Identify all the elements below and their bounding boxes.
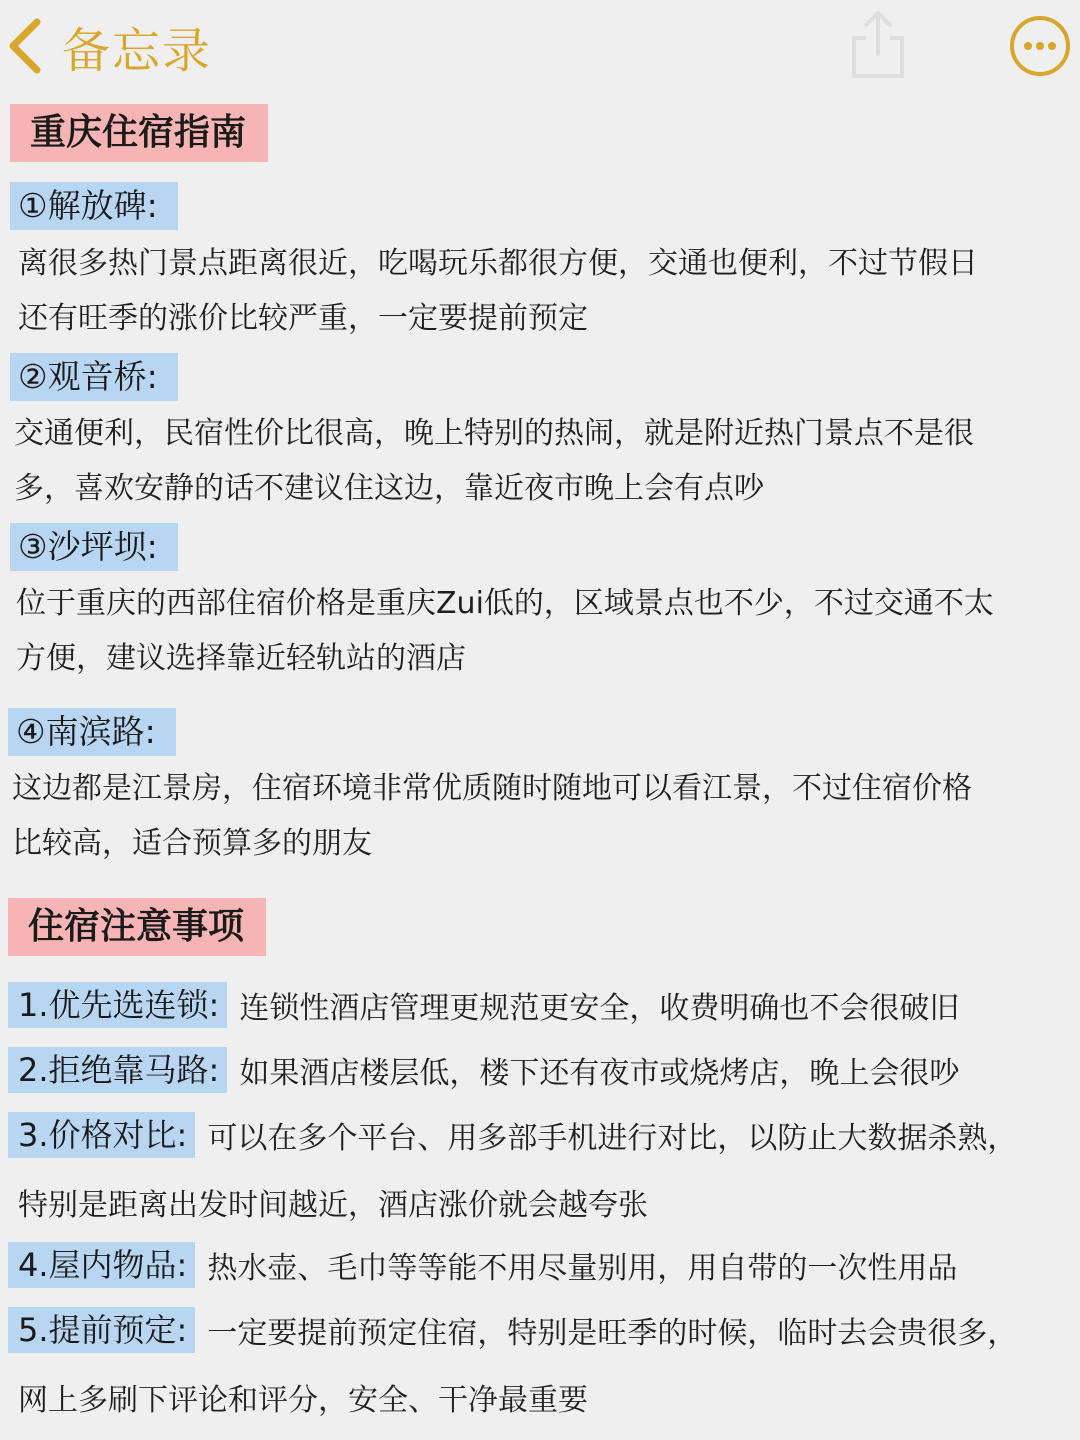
tip-item xyxy=(8,1307,1017,1353)
section-title-notes: 住宿注意事项 xyxy=(8,898,266,956)
tip-text: 热水壶、毛巾等等能不用尽量别用，用自带的一次性用品 xyxy=(207,1251,958,1286)
back-label: 备忘录 xyxy=(62,22,213,79)
tip-label: 4.屋内物品: xyxy=(8,1242,195,1288)
tip-text-continued: 网上多刷下评论和评分，安全、干净最重要 xyxy=(18,1383,588,1418)
tip-text: 可以在多个平台、用多部手机进行对比，以防止大数据杀熟， xyxy=(207,1121,1018,1156)
area-desc-line: 多，喜欢安静的话不建议住这边，靠近夜市晚上会有点吵 xyxy=(14,471,764,506)
tip-text: 连锁性酒店管理更规范更安全，收费明确也不会很破旧 xyxy=(239,991,960,1026)
top-bar xyxy=(0,0,1080,92)
share-button[interactable] xyxy=(846,8,910,82)
share-icon xyxy=(846,67,910,86)
area-desc-line: 还有旺季的涨价比较严重，一定要提前预定 xyxy=(18,301,588,336)
tip-item xyxy=(8,1112,1017,1158)
more-button[interactable] xyxy=(1008,14,1072,78)
tip-text: 如果酒店楼层低，楼下还有夜市或烧烤店，晚上会很吵 xyxy=(239,1056,960,1091)
tip-text: 一定要提前预定住宿，特别是旺季的时候，临时去会贵很多， xyxy=(207,1316,1018,1351)
tip-item xyxy=(8,1047,959,1093)
tip-label: 2.拒绝靠马路: xyxy=(8,1047,227,1093)
area-desc-line: 离很多热门景点距离很近，吃喝玩乐都很方便，交通也便利，不过节假日 xyxy=(18,246,978,281)
back-button[interactable] xyxy=(4,14,212,78)
tip-item xyxy=(8,1242,957,1288)
area-desc-line: 方便，建议选择靠近轻轨站的酒店 xyxy=(16,641,466,676)
section-title-guide: 重庆住宿指南 xyxy=(10,104,268,162)
tip-label: 1.优先选连锁: xyxy=(8,982,227,1028)
area-desc-line: 位于重庆的西部住宿价格是重庆Zui低的，区域景点也不少，不过交通不太 xyxy=(16,586,994,621)
chevron-left-icon xyxy=(4,16,44,76)
tip-text-continued: 特别是距离出发时间越近，酒店涨价就会越夸张 xyxy=(18,1188,648,1223)
area-label-jiefangbei: ①解放碑: xyxy=(10,182,178,230)
area-label-nanbinlu: ④南滨路: xyxy=(8,708,176,756)
tip-item xyxy=(8,982,959,1028)
area-desc-line: 这边都是江景房，住宿环境非常优质随时随地可以看江景，不过住宿价格 xyxy=(12,771,972,806)
tip-label: 3.价格对比: xyxy=(8,1112,195,1158)
area-desc-line: 比较高，适合预算多的朋友 xyxy=(12,826,372,861)
more-icon xyxy=(1008,63,1072,82)
area-label-shapingba: ③沙坪坝: xyxy=(10,523,178,571)
area-label-guanyinqiao: ②观音桥: xyxy=(10,353,178,401)
tip-label: 5.提前预定: xyxy=(8,1307,195,1353)
area-desc-line: 交通便利，民宿性价比很高，晚上特别的热闹，就是附近热门景点不是很 xyxy=(14,416,974,451)
